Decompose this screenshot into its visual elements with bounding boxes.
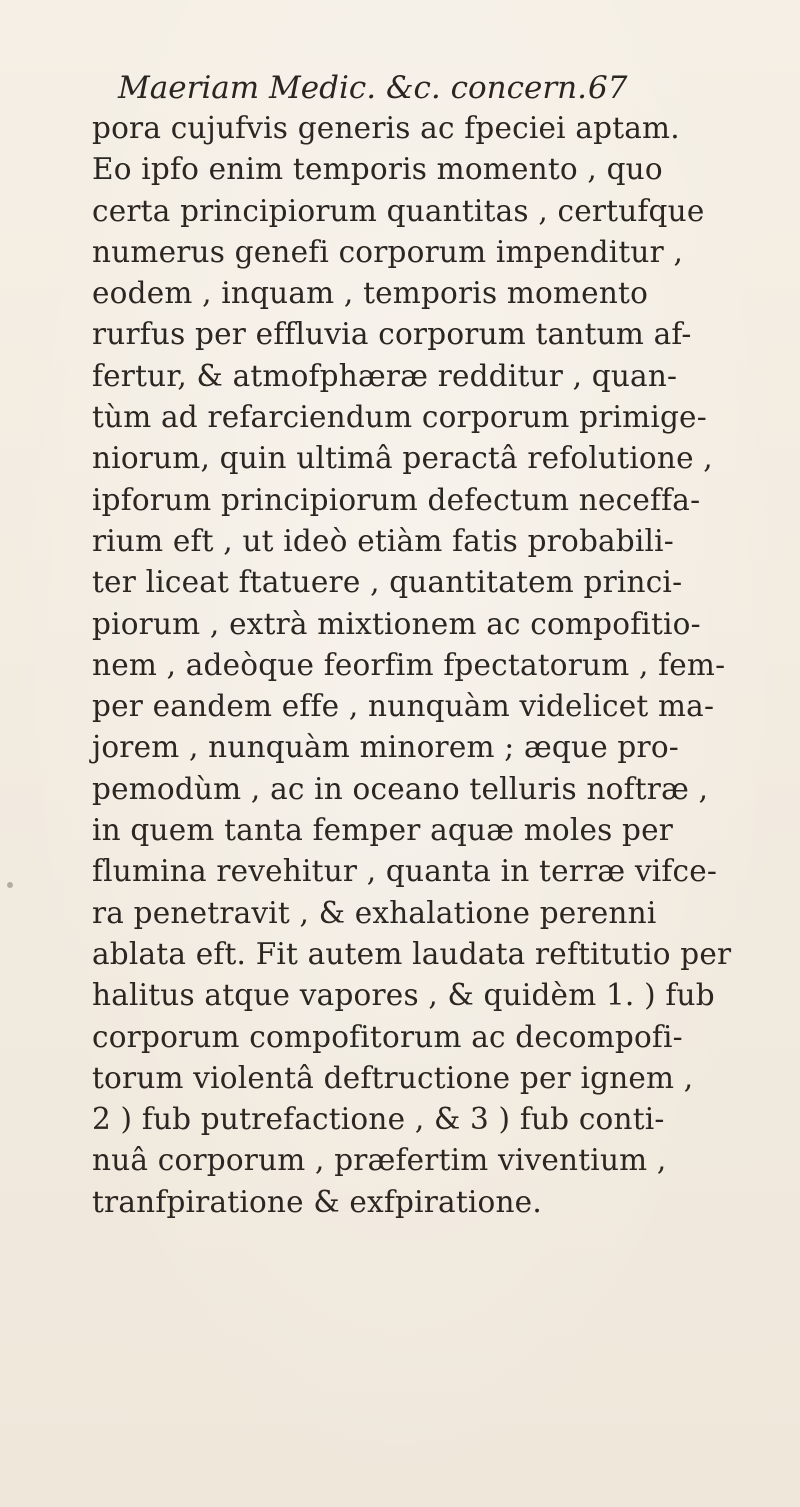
text-line: halitus atque vapores , & quidèm 1. ) fub	[92, 978, 715, 1013]
text-line: in quem tanta femper aquæ moles per	[92, 813, 674, 848]
text-line: nuâ corporum , præfertim viventium ,	[92, 1143, 667, 1178]
text-line: ra penetravit , & exhalatione perenni	[92, 895, 657, 930]
paper-speck	[7, 882, 13, 888]
body-text	[92, 108, 732, 1223]
text-line: rium eft , ut ideò etiàm fatis probabili-	[92, 523, 674, 558]
text-line: pora cujufvis generis ac fpeciei aptam.	[92, 111, 680, 145]
text-line: pemodùm , ac in oceano telluris noftræ ,	[92, 771, 709, 806]
text-line: flumina revehitur , quanta in terræ vifce-	[92, 854, 718, 889]
text-line: certa principiorum quantitas , certufque	[92, 193, 705, 228]
text-line: jorem , nunquàm minorem ; æque pro-	[92, 730, 679, 765]
text-line: torum violentâ deftructione per ignem ,	[92, 1060, 694, 1095]
text-line: piorum , extrà mixtionem ac compofitio-	[92, 606, 701, 641]
text-line: ipforum principiorum defectum neceffa-	[92, 482, 701, 517]
text-line: numerus genefi corporum impenditur ,	[92, 234, 684, 269]
text-line: ter liceat ftatuere , quantitatem princi-	[92, 565, 683, 600]
text-line: tranfpiratione & exfpiratione.	[92, 1184, 542, 1219]
page-header	[118, 70, 638, 110]
text-line: eodem , inquam , temporis momento	[92, 276, 649, 311]
text-line: corporum compofitorum ac decompofi-	[92, 1019, 683, 1054]
text-line: fertur, & atmofphæræ redditur , quan-	[92, 358, 678, 393]
text-line: Eo ipfo enim temporis momento , quo	[92, 152, 663, 187]
text-line: nem , adeòque feorfim fpectatorum , fem-	[92, 647, 726, 682]
text-line: per eandem effe , nunquàm videlicet ma-	[92, 689, 715, 724]
text-line: niorum, quin ultimâ peractâ refolutione ,	[92, 441, 713, 476]
page-number: 67	[588, 70, 628, 106]
text-line: 2 ) fub putrefactione , & 3 ) fub conti-	[92, 1102, 665, 1137]
running-title: Maeriam Medic. &c. concern.	[118, 70, 587, 106]
text-line: rurfus per effluvia corporum tantum af-	[92, 317, 692, 352]
text-line: tùm ad refarciendum corporum primige-	[92, 400, 707, 435]
text-line: ablata eft. Fit autem laudata reftitutio per	[92, 936, 732, 971]
